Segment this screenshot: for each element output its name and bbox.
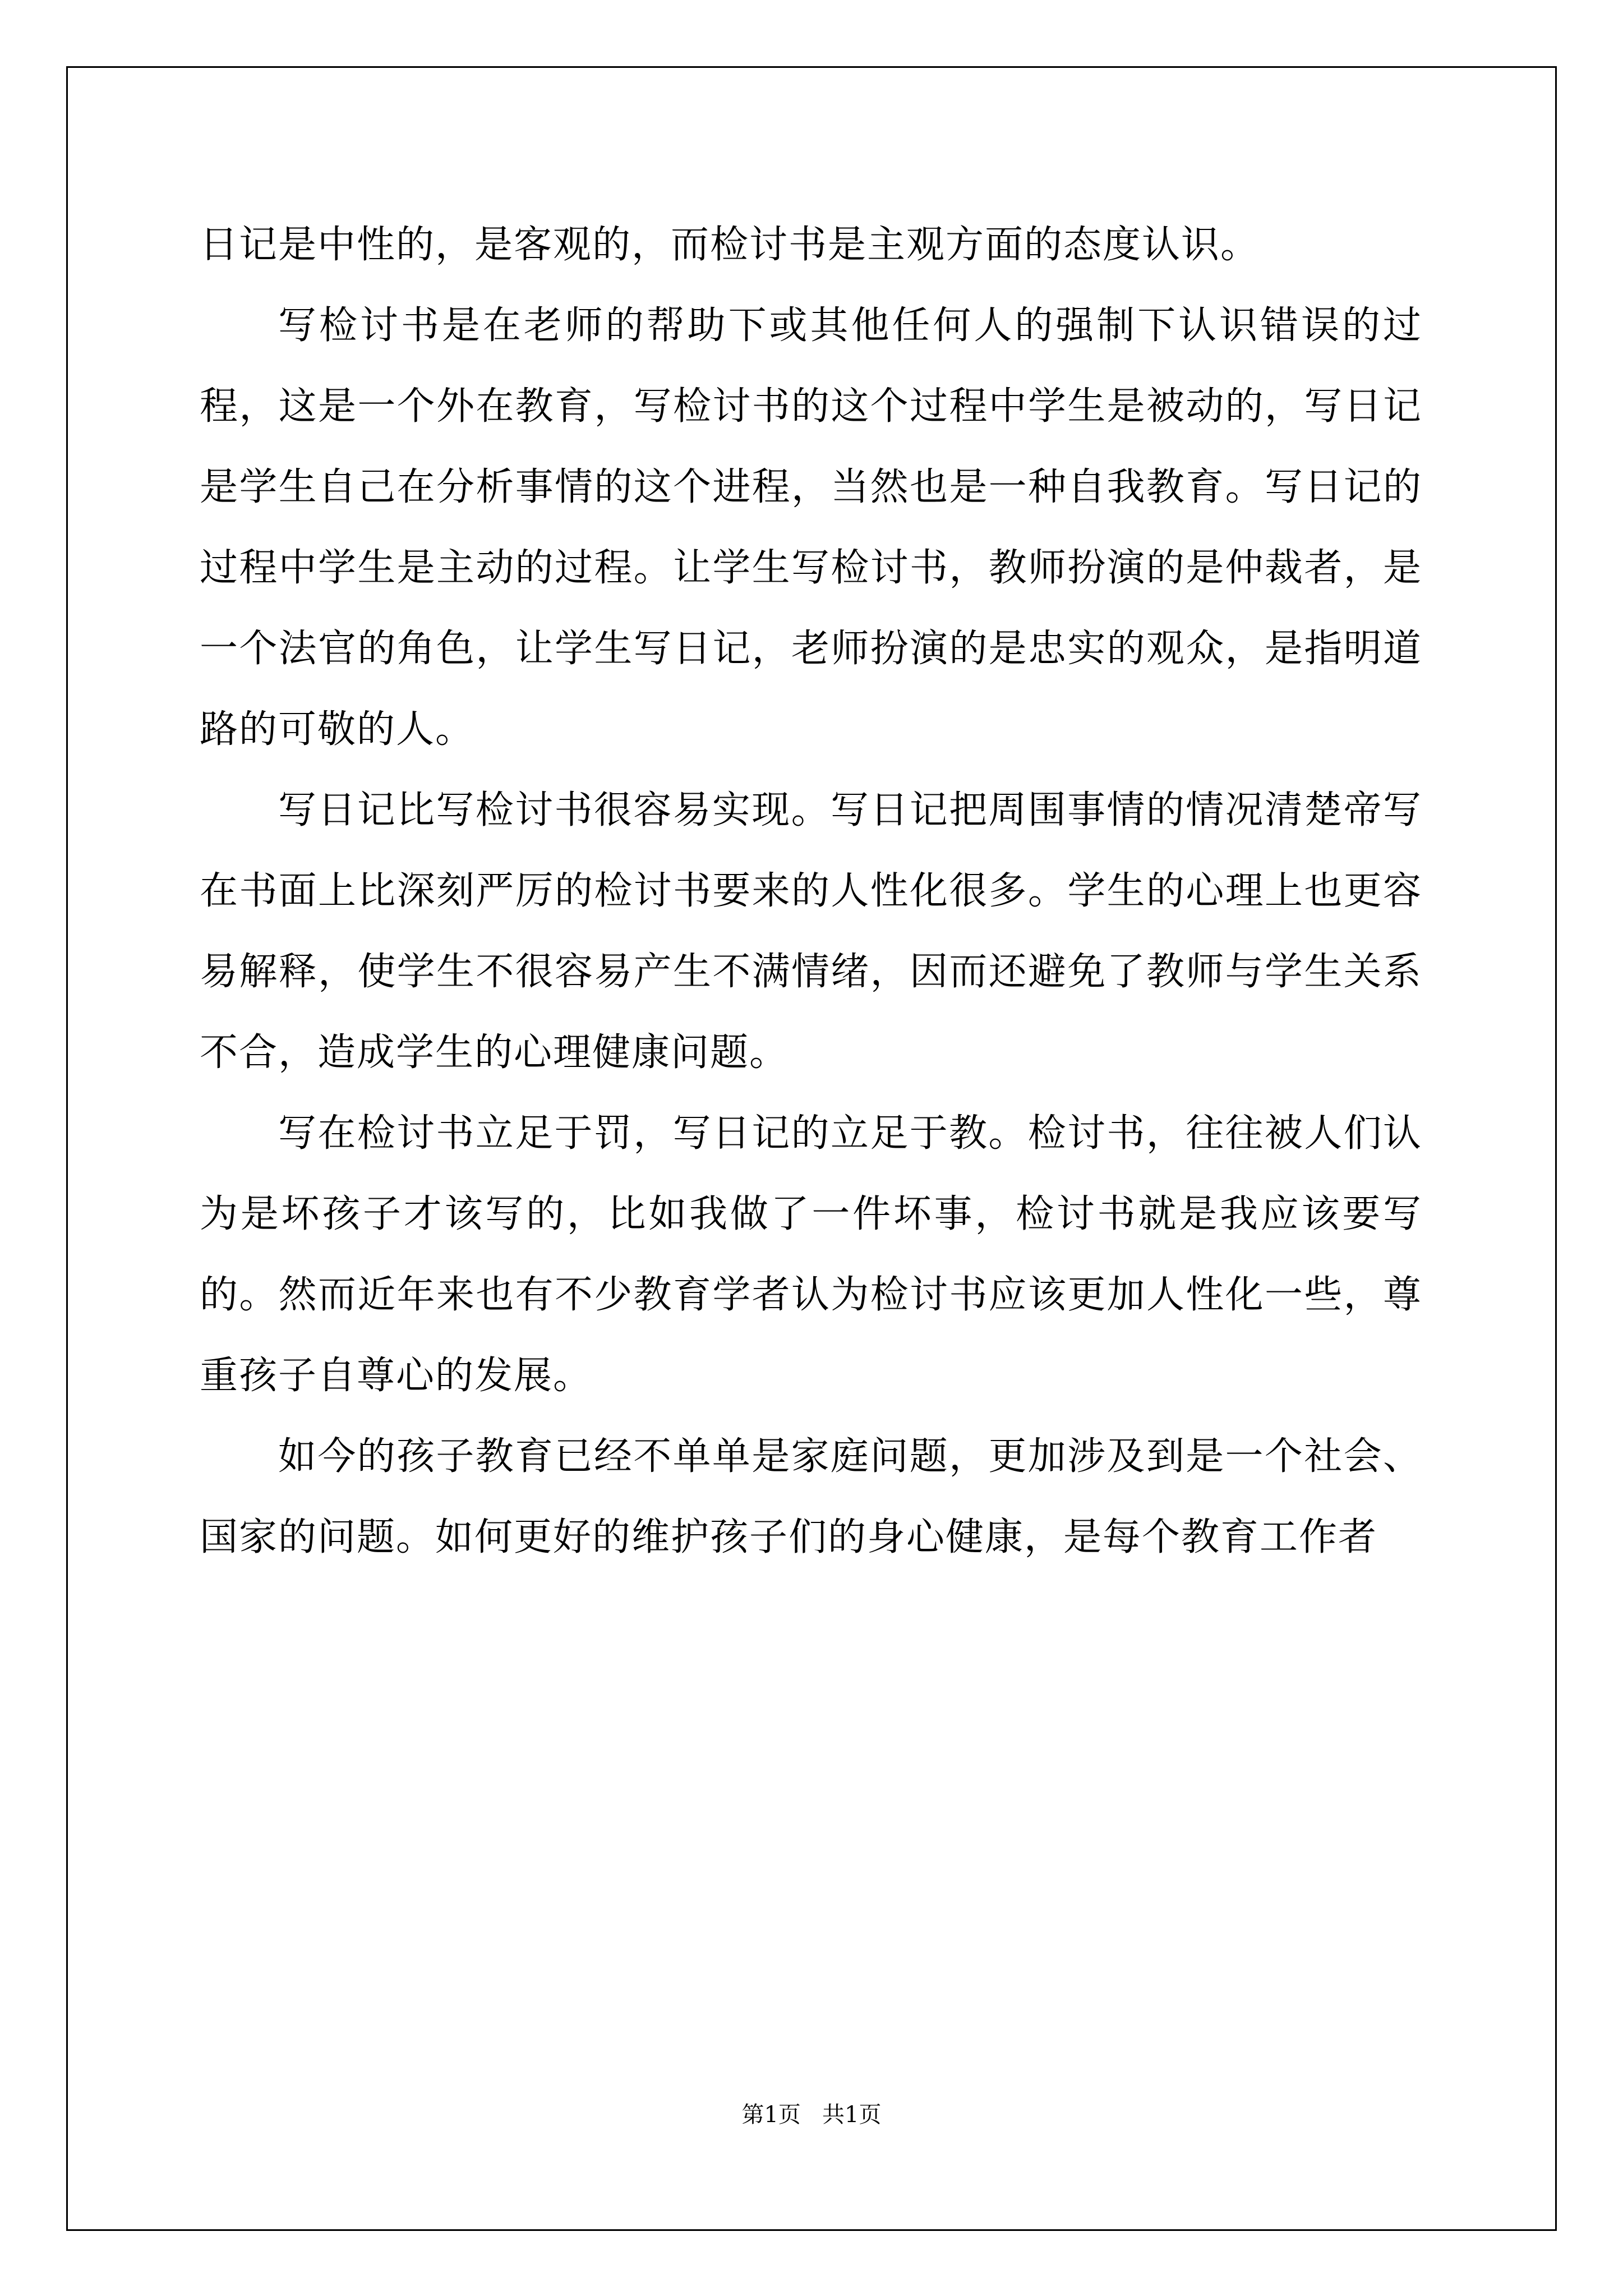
page-number-footer: 第1页 共1页 <box>741 2102 882 2128</box>
paragraph-2: 写检讨书是在老师的帮助下或其他任何人的强制下认识错误的过程，这是一个外在教育，写检讨书的这个过程中学生是被动的，写日记是学生自己在分析事情的这个进程，当然也是一种自我教育。写日记的过程中学生是主动的过程。让学生写检讨书，教师扮演的是仲裁者，是一个法官的角色，让学生写日记，老师扮演的是忠实的观众，是指明道路的可敬的人。 <box>200 303 1422 752</box>
paragraph-4: 写在检讨书立足于罚，写日记的立足于教。检讨书，往往被人们认为是坏孩子才该写的，比如我做了一件坏事，检讨书就是我应该要写的。然而近年来也有不少教育学者认为检讨书应该更加人性化一些，尊重孩子自尊心的发展。 <box>200 1111 1422 1398</box>
paragraph-3: 写日记比写检讨书很容易实现。写日记把周围事情的情况清楚帝写在书面上比深刻严厉的检讨书要来的人性化很多。学生的心理上也更容易解释，使学生不很容易产生不满情绪，因而还避免了教师与学生关系不合，造成学生的心理健康问题。 <box>200 788 1422 1075</box>
document-body <box>200 205 1422 1578</box>
paragraph-5: 如今的孩子教育已经不单单是家庭问题，更加涉及到是一个社会、国家的问题。如何更好的维护孩子们的身心健康，是每个教育工作者 <box>200 1434 1422 1559</box>
paragraph-1: 日记是中性的，是客观的，而检讨书是主观方面的态度认识。 <box>200 223 1260 267</box>
